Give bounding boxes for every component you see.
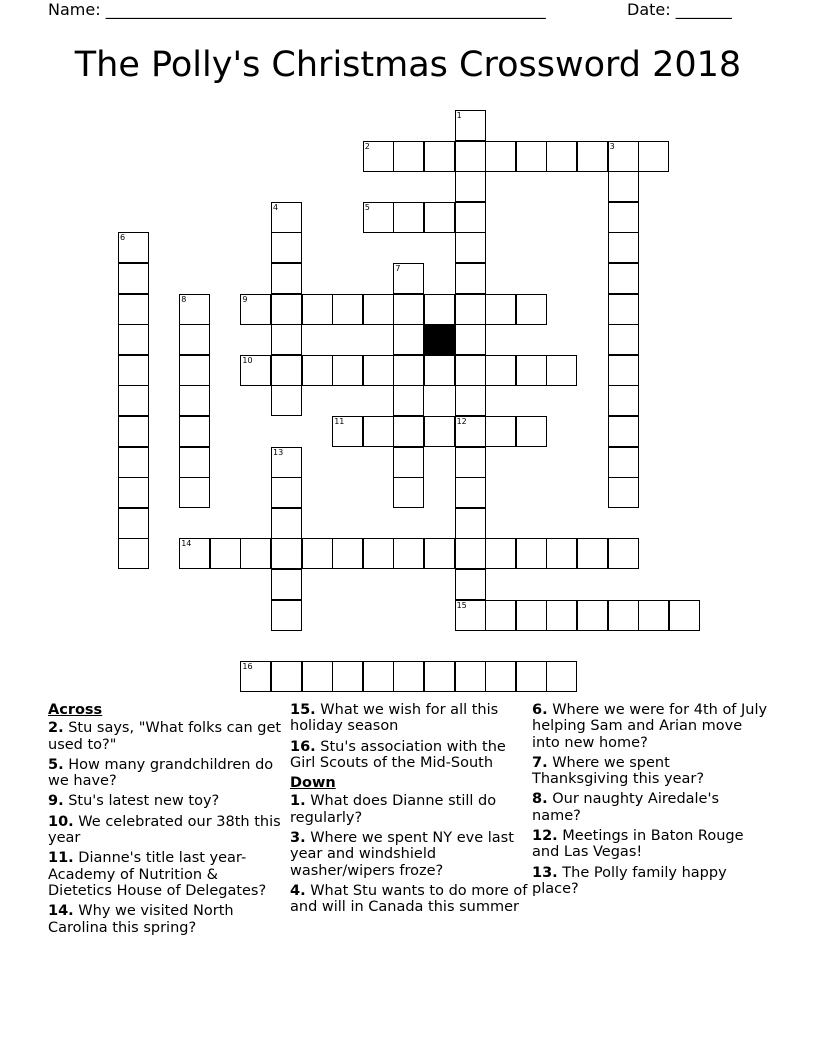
grid-cell[interactable] [455,385,486,416]
clue-number: 3 [609,141,615,151]
grid-cell[interactable] [455,141,486,172]
grid-cell[interactable] [424,355,455,386]
grid-cell[interactable] [271,232,302,263]
grid-cell[interactable] [271,661,302,692]
clue-down-13: 13. The Polly family happy place? [532,864,727,897]
grid-cell[interactable] [485,294,516,325]
grid-cell[interactable] [485,600,516,631]
grid-cell[interactable] [271,538,302,569]
grid-cell[interactable] [516,600,547,631]
grid-cell[interactable] [393,294,424,325]
grid-cell[interactable] [608,232,639,263]
grid-cell[interactable] [393,538,424,569]
grid-cell[interactable] [179,324,210,355]
grid-cell[interactable] [332,661,363,692]
grid-cell[interactable] [455,202,486,233]
black-square [424,324,455,355]
grid-cell[interactable] [271,294,302,325]
clue-across-14: 14. Why we visited North Carolina this spring? [48,903,234,936]
date-label: Date: [627,0,671,19]
clue-number: 4 [273,202,279,212]
grid-cell[interactable] [424,202,455,233]
grid-cell[interactable] [455,447,486,478]
grid-cell[interactable] [669,600,700,631]
grid-cell[interactable] [455,661,486,692]
clue-number: 12 [456,417,467,426]
clue-across-5: 5. How many grandchildren do we have? [48,756,274,790]
down-heading: Down [290,775,336,792]
grid-cell[interactable] [608,447,639,478]
grid-cell[interactable] [455,508,486,539]
grid-cell[interactable] [363,294,394,325]
grid-cell[interactable] [271,263,302,294]
grid-cell[interactable] [179,416,210,447]
grid-cell[interactable] [485,141,516,172]
grid-cell[interactable] [546,538,577,569]
grid-cell[interactable] [608,171,639,202]
grid-cell[interactable] [455,355,486,386]
clue-number: 10 [242,355,253,365]
grid-cell[interactable] [363,416,394,447]
clue-number: 1 [456,111,462,120]
grid-cell[interactable] [516,294,547,325]
grid-cell[interactable] [179,447,210,478]
grid-cell[interactable] [608,202,639,233]
clue-number: 13 [273,447,284,457]
grid-cell[interactable] [516,538,547,569]
grid-cell[interactable] [118,477,149,508]
date-line[interactable]: _______ [675,0,732,19]
grid-cell[interactable] [118,447,149,478]
grid-cell[interactable] [271,569,302,600]
grid-cell[interactable] [240,538,271,569]
grid-cell[interactable] [546,600,577,631]
grid-cell[interactable] [608,324,639,355]
grid-cell[interactable] [638,141,669,172]
grid-cell[interactable] [271,324,302,355]
grid-cell[interactable] [455,232,486,263]
clue-number: 9 [242,294,248,304]
grid-cell[interactable] [577,600,608,631]
grid-cell[interactable] [608,416,639,447]
name-line[interactable]: _______________________________________________________ [105,0,546,19]
grid-cell[interactable] [118,538,149,569]
grid-cell[interactable] [485,538,516,569]
grid-cell[interactable] [271,385,302,416]
grid-cell[interactable] [455,171,486,202]
clue-across-16: 16. Stu's association with the Girl Scouts of the Mid-South [290,738,506,771]
clue-number: 2 [364,141,370,151]
grid-cell[interactable] [424,416,455,447]
grid-cell[interactable] [118,355,149,386]
grid-cell[interactable] [363,661,394,692]
grid-cell[interactable] [516,661,547,692]
name-label: Name: [48,0,101,19]
grid-cell[interactable] [271,355,302,386]
grid-cell[interactable] [485,355,516,386]
grid-cell[interactable] [118,294,149,325]
clue-across-11: 11. Dianne's title last year-Academy of Nutrition & Dietetics House of Delegates? [48,850,267,899]
grid-cell[interactable] [363,538,394,569]
grid-cell[interactable] [271,508,302,539]
grid-cell[interactable] [638,600,669,631]
grid-cell[interactable] [393,416,424,447]
grid-cell[interactable] [424,661,455,692]
grid-cell[interactable] [485,661,516,692]
grid-cell[interactable] [424,141,455,172]
clue-down-8: 8. Our naughty Airedale's name? [532,791,720,824]
grid-cell[interactable] [302,538,333,569]
grid-cell[interactable] [516,141,547,172]
grid-cell[interactable] [332,294,363,325]
clue-across-9: 9. Stu's latest new toy? [48,793,220,810]
grid-cell[interactable] [332,355,363,386]
clue-down-6: 6. Where we were for 4th of July helping Sam and Arian move into new home? [532,702,768,751]
clue-across-15: 15. What we wish for all this holiday season [290,702,499,735]
grid-cell[interactable] [608,538,639,569]
grid-cell[interactable] [424,538,455,569]
grid-cell[interactable] [271,477,302,508]
grid-cell[interactable] [393,385,424,416]
grid-cell[interactable] [332,538,363,569]
grid-cell[interactable] [179,477,210,508]
clue-across-2: 2. Stu says, "What folks can get used to?" [48,720,282,753]
grid-cell[interactable] [393,477,424,508]
clues-column-3 [532,702,770,901]
clue-number: 16 [242,661,253,671]
grid-cell[interactable] [118,324,149,355]
grid-cell[interactable] [608,263,639,294]
clue-down-4: 4. What Stu wants to do more of and will in Canada this summer [290,882,528,916]
grid-cell[interactable] [118,508,149,539]
clue-number: 7 [395,264,401,273]
grid-cell[interactable] [608,355,639,386]
grid-cell[interactable] [302,661,333,692]
across-heading: Across [48,702,103,718]
grid-cell[interactable] [271,600,302,631]
grid-cell[interactable] [455,569,486,600]
grid-cell[interactable] [516,355,547,386]
grid-cell[interactable] [363,355,394,386]
grid-cell[interactable] [393,202,424,233]
clue-number: 14 [181,539,192,549]
clue-number: 8 [181,294,187,304]
clues-column-2 [290,702,528,920]
grid-cell[interactable] [424,294,455,325]
grid-cell[interactable] [118,263,149,294]
clue-across-10: 10. We celebrated our 38th this year [48,813,281,847]
grid-cell[interactable] [608,385,639,416]
page-title: The Polly's Christmas Crossword 2018 [74,45,742,85]
grid-cell[interactable] [546,141,577,172]
clue-number: 15 [456,600,467,610]
grid-cell[interactable] [546,355,577,386]
grid-cell[interactable] [179,385,210,416]
grid-cell[interactable] [485,416,516,447]
grid-cell[interactable] [393,661,424,692]
grid-cell[interactable] [516,416,547,447]
grid-cell[interactable] [118,416,149,447]
clue-number: 5 [364,202,370,212]
grid-cell[interactable] [179,355,210,386]
grid-cell[interactable] [455,294,486,325]
grid-cell[interactable] [302,294,333,325]
grid-cell[interactable] [393,141,424,172]
grid-cell[interactable] [608,477,639,508]
grid-cell[interactable] [455,324,486,355]
grid-cell[interactable] [455,538,486,569]
grid-cell[interactable] [455,477,486,508]
clue-down-3: 3. Where we spent NY eve last year and windshield washer/wipers froze? [290,830,514,879]
grid-cell[interactable] [302,355,333,386]
grid-cell[interactable] [393,324,424,355]
grid-cell[interactable] [393,447,424,478]
grid-cell[interactable] [608,294,639,325]
grid-cell[interactable] [393,355,424,386]
grid-cell[interactable] [608,600,639,631]
clue-down-1: 1. What does Dianne still do regularly? [290,793,497,826]
grid-cell[interactable] [546,661,577,692]
clues-column-1 [48,702,286,940]
grid-cell[interactable] [455,263,486,294]
grid-cell[interactable] [577,141,608,172]
grid-cell[interactable] [118,385,149,416]
grid-cell[interactable] [577,538,608,569]
clue-down-12: 12. Meetings in Baton Rouge and Las Vegas! [532,828,744,861]
clue-number: 11 [334,417,345,426]
clue-down-7: 7. Where we spent Thanksgiving this year? [532,754,705,788]
grid-cell[interactable] [210,538,241,569]
clue-number: 6 [120,233,126,243]
